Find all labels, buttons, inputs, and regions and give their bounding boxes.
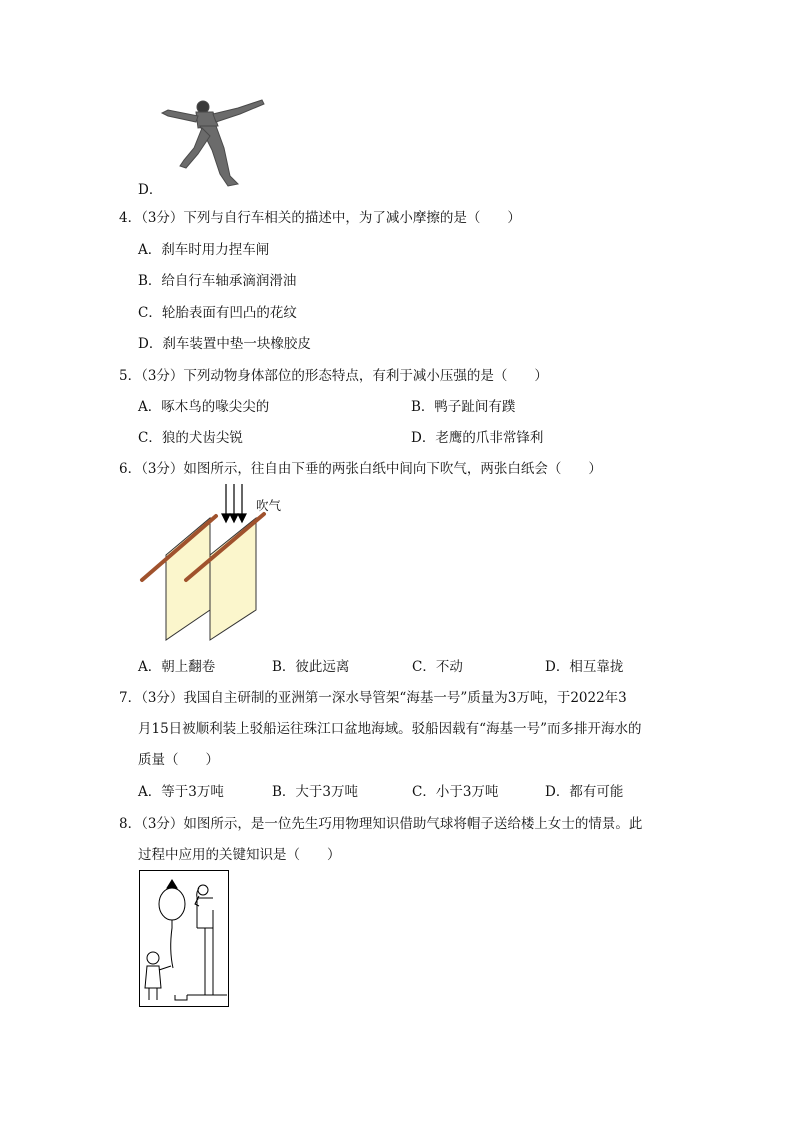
question-5-stem: 5．（3分）下列动物身体部位的形态特点，有利于减小压强的是（ ） [119,368,548,384]
question-7-option-a: A．等于3万吨 [138,784,224,800]
question-5-option-b: B．鸭子趾间有蹼 [411,399,516,415]
question-4-option-c: C．轮胎表面有凹凸的花纹 [138,305,297,321]
question-4-option-d: D．刹车装置中垫一块橡胶皮 [138,336,311,352]
question-6-stem: 6．（3分）如图所示，往自由下垂的两张白纸中间向下吹气，两张白纸会（ ） [119,461,602,477]
option-d-label: D． [138,182,163,198]
question-7-stem-line-2: 月15日被顺利装上驳船运往珠江口盆地海域。驳船因载有“海基一号”而多排开海水的 [138,721,642,737]
question-7-option-d: D．都有可能 [545,784,624,800]
question-6-option-a: A．朝上翻卷 [138,659,216,675]
question-5-option-d: D．老鹰的爪非常锋利 [411,430,544,446]
question-7-stem-line-1: 7．（3分）我国自主研制的亚洲第一深水导管架“海基一号”质量为3万吨，于2022年3 [119,690,627,706]
question-4-stem: 4．（3分）下列与自行车相关的描述中，为了减小摩擦的是（ ） [119,210,521,226]
question-7-option-c: C．小于3万吨 [412,784,499,800]
question-6-option-b: B．彼此远离 [272,659,350,675]
question-7-stem-line-3: 质量（ ） [138,752,219,768]
question-5-option-c: C．狼的犬齿尖锐 [138,430,243,446]
question-8-stem-line-2: 过程中应用的关键知识是（ ） [138,847,341,863]
question-8-stem-line-1: 8．（3分）如图所示，是一位先生巧用物理知识借助气球将帽子送给楼上女士的情景。此 [119,816,643,832]
blow-air-label: 吹气 [256,498,282,513]
question-6-option-c: C．不动 [412,659,463,675]
question-4-option-b: B．给自行车轴承滴润滑油 [138,273,297,289]
question-6-option-d: D．相互靠拢 [545,659,624,675]
balloon-hat-figure [139,870,229,1007]
question-5-option-a: A．啄木鸟的喙尖尖的 [138,399,270,415]
kick-figure-image [158,98,268,190]
question-4-option-a: A．刹车时用力捏车闸 [138,242,270,258]
question-7-option-b: B．大于3万吨 [272,784,359,800]
